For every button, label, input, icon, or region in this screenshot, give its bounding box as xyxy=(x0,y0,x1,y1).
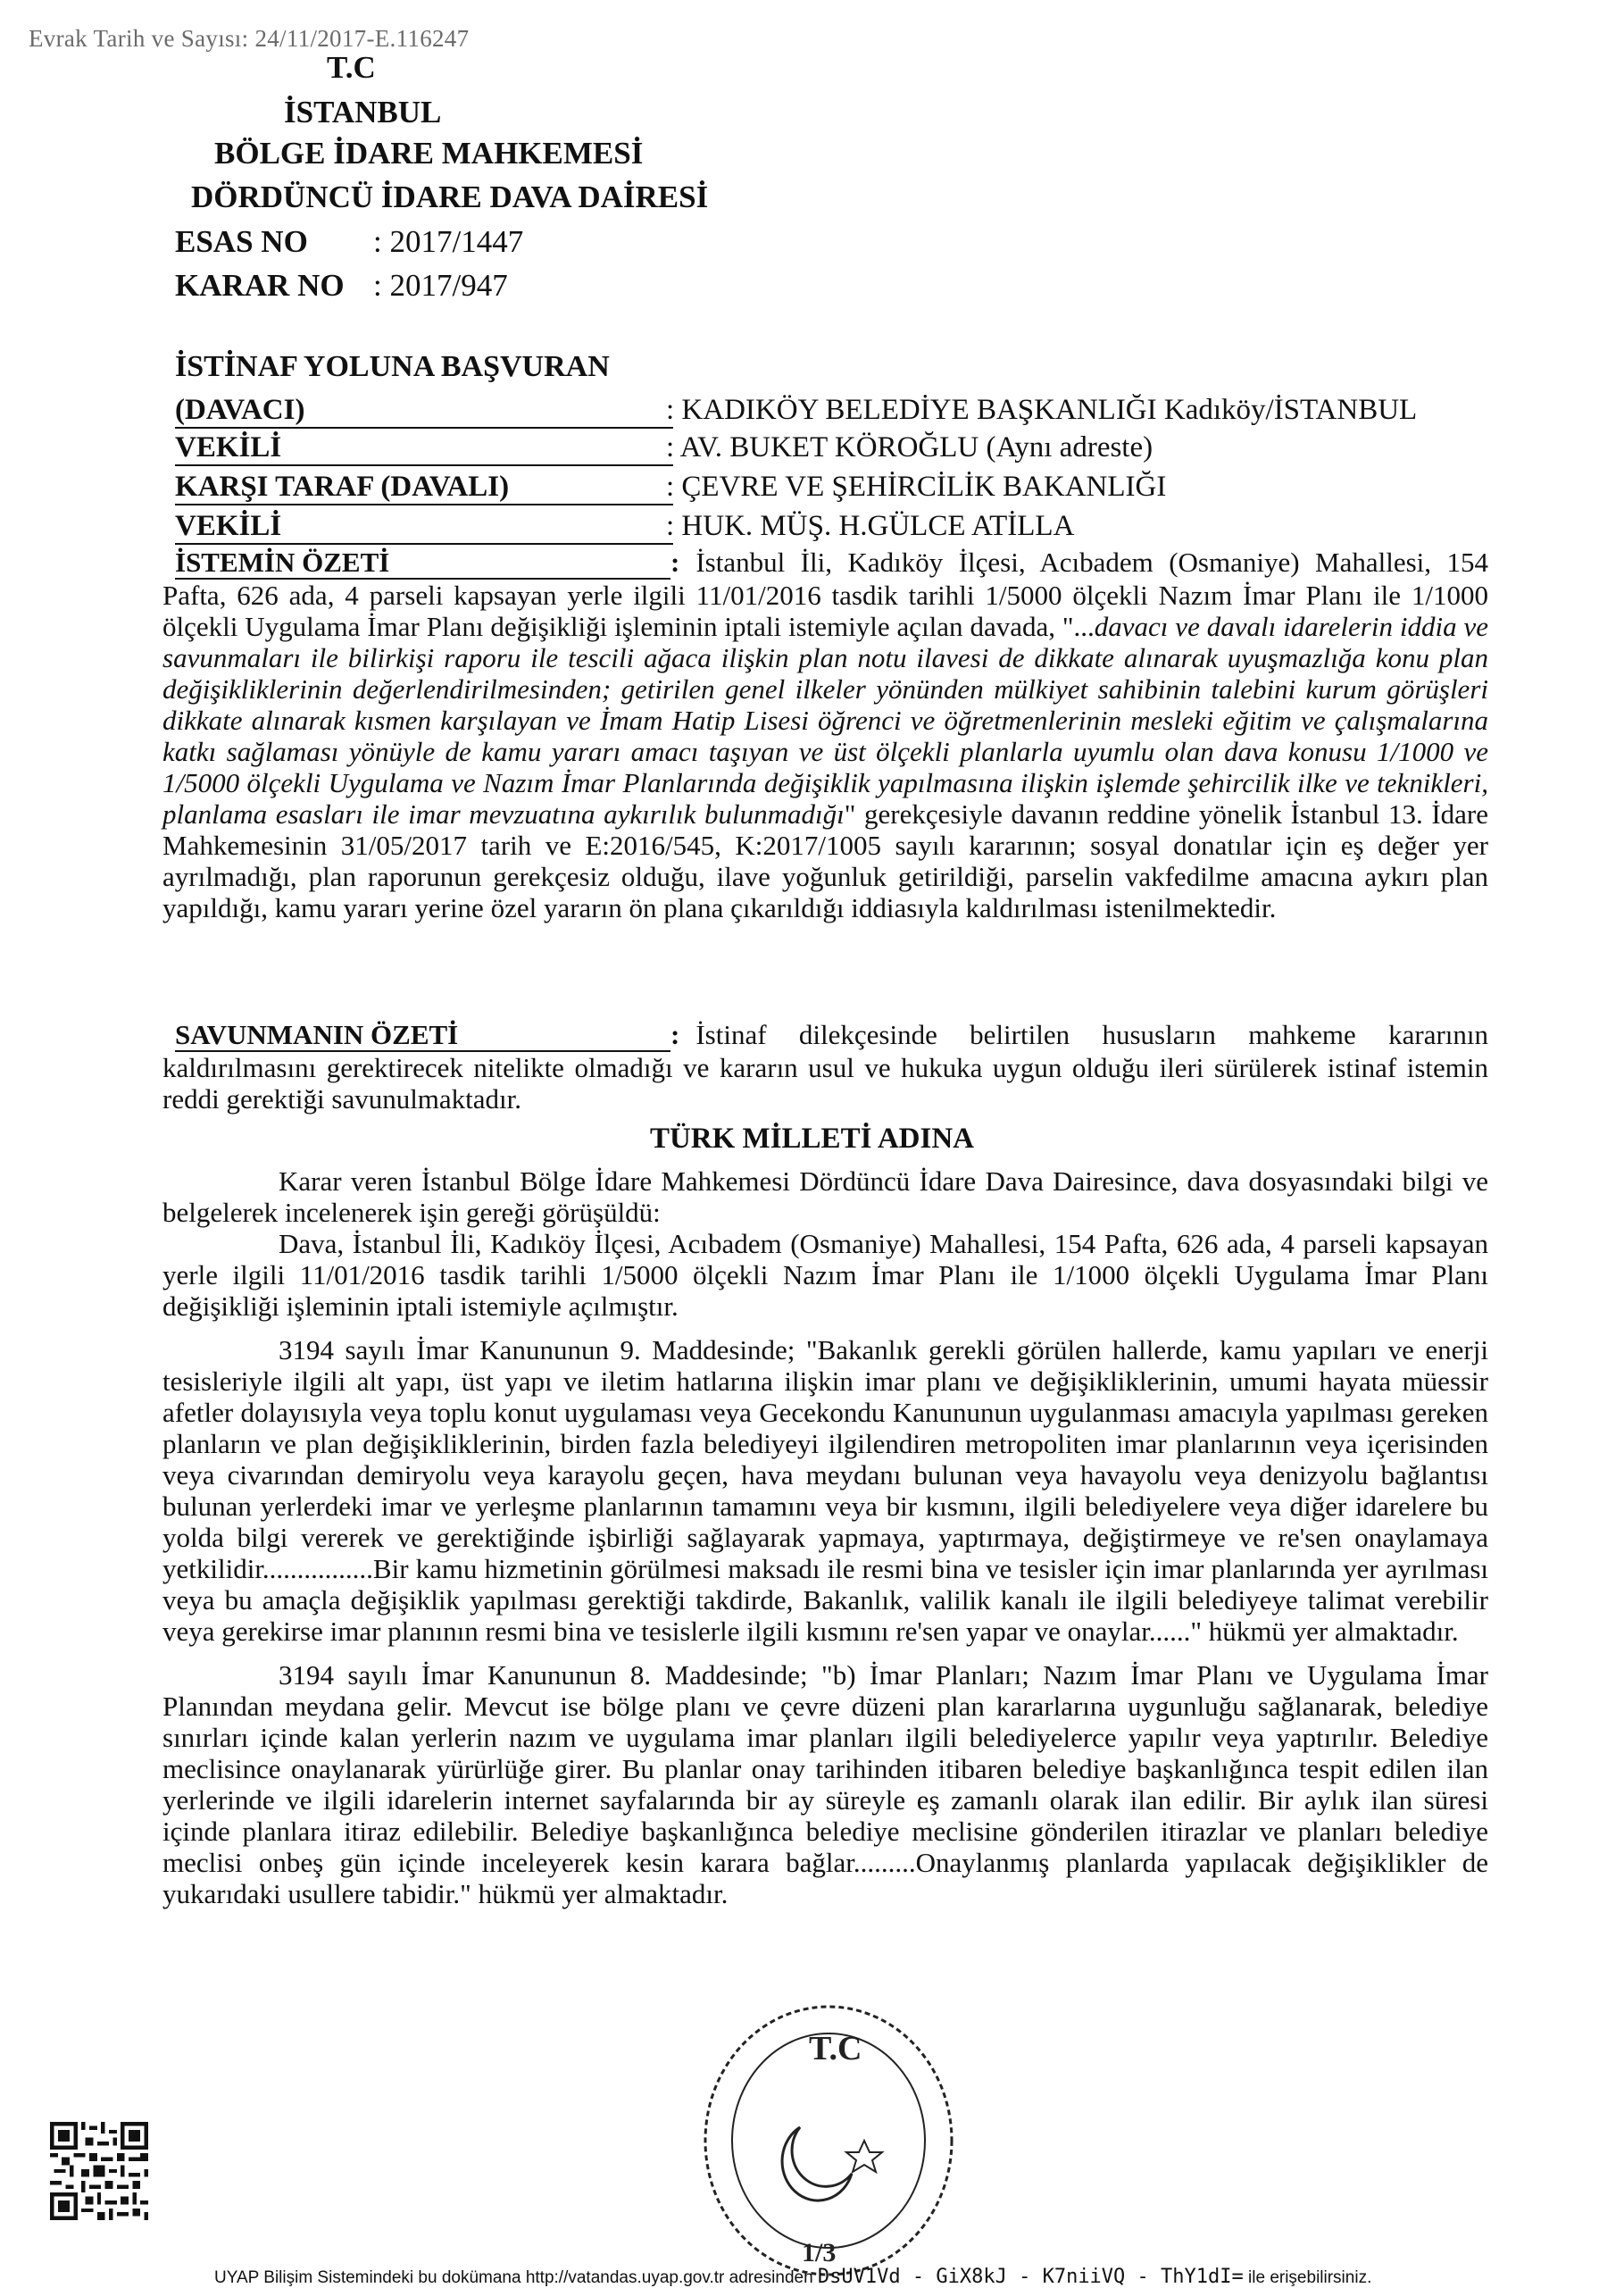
esas-label: ESAS NO xyxy=(175,224,308,259)
verification-code: DsUV1Vd - GiX8kJ - K7niiVQ - ThY1dI= xyxy=(817,2266,1244,2288)
party-label: VEKİLİ xyxy=(175,430,673,466)
party-label: VEKİLİ xyxy=(175,509,673,545)
istem-ozeti-label: İSTEMİN ÖZETİ xyxy=(175,547,670,580)
paragraph: 3194 sayılı İmar Kanununun 9. Maddesinde; "Bakanlık gerekli görülen hallerde, kamu yapıları ve enerji tesisleriyle ilgili alt yapı, üst yapı ve iletim hatlarına ilişkin imar planı ve değişikliklerinin, umumi hayata müessir afetler dolayısıyla veya toplu konut uygulaması veya Gecekondu Kanununun uygulanması amacıyla yapılması gereken planların ve plan değişikliklerinin, birden fazla belediyeyi ilgilendiren metropoliten imar planlarının veya içerisinden veya civarından demiryolu veya karayolu geçen, hava meydanı bulunan veya havayolu veya denizyolu bağlantısı bulunan yerlerdeki imar ve yerleşme planlarının tamamını veya bir kısmını, ilgili belediyelere veya diğer idarelere bu yolda bilgi vererek ve gerektiğinde işbirliği sağlayarak yapmaya, yaptırmaya, değiştirmeye ve re'sen onaylamaya yetkilidir................Bir kamu hizmetinin görülmesi maksadı ile resmi bina ve tesisler için imar planlarında yer ayrılması veya bu amaçla değişiklik yapılması gerektiği takdirde, Bakanlık, valilik kanalı ile ilgili belediyeye talimat verebilir veya gerekirse imar planının resmi bina ve tesislerle ilgili kısmını re'sen yapar ve onaylar......" hükmü yer almaktadır. xyxy=(162,1334,1488,1647)
paragraph: Karar veren İstanbul Bölge İdare Mahkemesi Dördüncü İdare Dava Dairesince, dava dosyasındaki bilgi ve belgelerek incelenerek işin gereği görüşüldü: xyxy=(162,1165,1488,1228)
decision-body xyxy=(162,1165,1488,1909)
istem-ozeti-section xyxy=(162,547,1488,923)
party-label: (DAVACI) xyxy=(175,393,673,429)
footer-suffix: ile erişebilirsiniz. xyxy=(1248,2268,1372,2287)
savunma-ozeti-section xyxy=(162,1019,1488,1115)
party-row-karsi-taraf xyxy=(175,470,1532,505)
karar-no xyxy=(175,268,508,304)
istem-quoted-reasoning: davacı ve davalı idarelerin iddia ve savunmaları ile bilirkişi raporu ile tescili ağaca ilişkin plan notu ilavesi de dikkate alınarak uyuşmazlığa konu plan değişikliklerinin değerlendirilmesinden; getirilen genel ilkeler yönünden mülkiyet sahibinin talebini kurum görüşleri dikkate alınarak kısmen karşılayan ve İmam Hatip Lisesi öğrenci ve öğretmenlerinin mesleki eğitim ve çalışmalarına katkı sağlaması yönüyle de kamu yararı amacı taşıyan ve üst ölçekli planlarla uyumlu olan dava konusu 1/1000 ve 1/5000 ölçekli Uygulama ve Nazım İmar Planlarında değişiklik yapılmasına ilişkin işlemde şehircilik ilke ve teknikleri, planlama esasları ile imar mevzuatına aykırılık bulunmadığı xyxy=(162,611,1488,830)
paragraph: Dava, İstanbul İli, Kadıköy İlçesi, Acıbadem (Osmaniye) Mahallesi, 154 Pafta, 626 ada, 4 parseli kapsayan yerle ilgili 11/01/2016 tasdik tarihli 1/5000 ölçekli Nazım İmar Planı ile 1/1000 ölçekli Uygulama İmar Planı değişikliği işleminin iptali istemiyle açılmıştır. xyxy=(162,1228,1488,1322)
savunma-colon: : xyxy=(670,1019,680,1050)
party-row-vekili xyxy=(175,430,1532,466)
header-chamber: DÖRDÜNCÜ İDARE DAVA DAİRESİ xyxy=(191,180,709,214)
header-tc: T.C xyxy=(327,50,376,85)
istem-colon: : xyxy=(670,547,680,578)
esas-no xyxy=(175,224,523,260)
section-title: TÜRK MİLLETİ ADINA xyxy=(649,1123,975,1155)
seal-tc-text: T.C xyxy=(809,2030,862,2067)
savunma-ozeti-label: SAVUNMANIN ÖZETİ xyxy=(175,1019,670,1052)
paragraph: 3194 sayılı İmar Kanununun 8. Maddesinde; "b) İmar Planları; Nazım İmar Planı ve Uygulama İmar Planından meydana gelir. Mevcut ise bölge planı ve çevre düzeni plan kararlarına uygunluğu sağlanarak, belediye sınırları içinde kalan yerlerin nazım ve uygulama imar planları ilgili belediyelerce yapılır veya yaptırılır. Belediye meclisince onaylanarak yürürlüğe girer. Bu planlar onay tarihinden itibaren belediye başkanlığınca tespit edilen ilan yerlerinde ve ilgili idarelerin internet sayfalarında bir ay süreyle eş zamanlı olarak ilan edilir. Bir aylık ilan süresi içinde planlara itiraz edilebilir. Belediye başkanlığınca belediye meclisine gönderilen itirazlar ve planları belediye meclisi onbeş gün içinde inceleyerek kesin karara bağlar.........Onaylanmış planlarda yapılacak değişiklikler de yukarıdaki usullere tabidir." hükmü yer almaktadır. xyxy=(162,1659,1488,1909)
party-row-vekili-2 xyxy=(175,509,1532,545)
party-label: KARŞI TARAF (DAVALI) xyxy=(175,470,673,505)
header-city: İSTANBUL xyxy=(284,95,442,129)
party-value: : KADIKÖY BELEDİYE BAŞKANLIĞI Kadıköy/İSTANBUL xyxy=(666,394,1418,426)
party-value: : HUK. MÜŞ. H.GÜLCE ATİLLA xyxy=(666,510,1075,542)
document-date-number: Evrak Tarih ve Sayısı: 24/11/2017-E.116247 xyxy=(29,25,470,52)
header-court: BÖLGE İDARE MAHKEMESİ xyxy=(214,136,644,171)
court-seal-stamp xyxy=(695,1993,962,2288)
uyap-footer xyxy=(214,2266,1371,2288)
page-number: 1/3 xyxy=(802,2238,837,2267)
party-row-davaci xyxy=(175,393,1532,429)
qr-code xyxy=(50,2122,148,2220)
istem-text: İstanbul İli, Kadıköy İlçesi, Acıbadem (Osmaniye) Mahallesi, 154 Pafta, 626 ada, 4 parseli kapsayan yerle ilgili 11/01/2016 tasdik tarihli 1/5000 ölçekli Nazım İmar Planı ile 1/1000 ölçekli Uygulama İmar Planı değişikliği işleminin iptali istemiyle açılan davada, "... xyxy=(162,547,1488,642)
karar-label: KARAR NO xyxy=(175,268,345,303)
party-value: : AV. BUKET KÖROĞLU (Aynı adreste) xyxy=(666,431,1153,463)
karar-value: : 2017/947 xyxy=(373,268,508,303)
esas-value: : 2017/1447 xyxy=(373,224,524,259)
footer-prefix: UYAP Bilişim Sistemindeki bu dokümana http://vatandas.uyap.gov.tr adresinden xyxy=(214,2268,813,2287)
istem-text-continued: " gerekçesiyle davanın reddine yönelik İstanbul 13. İdare Mahkemesinin 31/05/2017 tarih ve E:2016/545, K:2017/1005 sayılı kararının; sosyal donatılar için eş değer yer ayrılmadığı, plan raporunun gerekçesiz olduğu, ilave yoğunluk getirildiği, parselin vakfedilme amacına aykırı plan yapıldığı, kamu yararı yerine özel yararın ön plana çıkarıldığı iddiasıyla kaldırılması istenilmektedir. xyxy=(162,798,1489,923)
appellant-heading: İSTİNAF YOLUNA BAŞVURAN xyxy=(175,350,610,383)
savunma-text: İstinaf dilekçesinde belirtilen hususların mahkeme kararının kaldırılmasını gerektirecek nitelikte olmadığı ve kararın usul ve hukuka uygun olduğu ileri sürülerek istinaf istemin reddi gerektiği savunulmaktadır. xyxy=(162,1019,1488,1115)
party-value: : ÇEVRE VE ŞEHİRCİLİK BAKANLIĞI xyxy=(666,471,1167,503)
